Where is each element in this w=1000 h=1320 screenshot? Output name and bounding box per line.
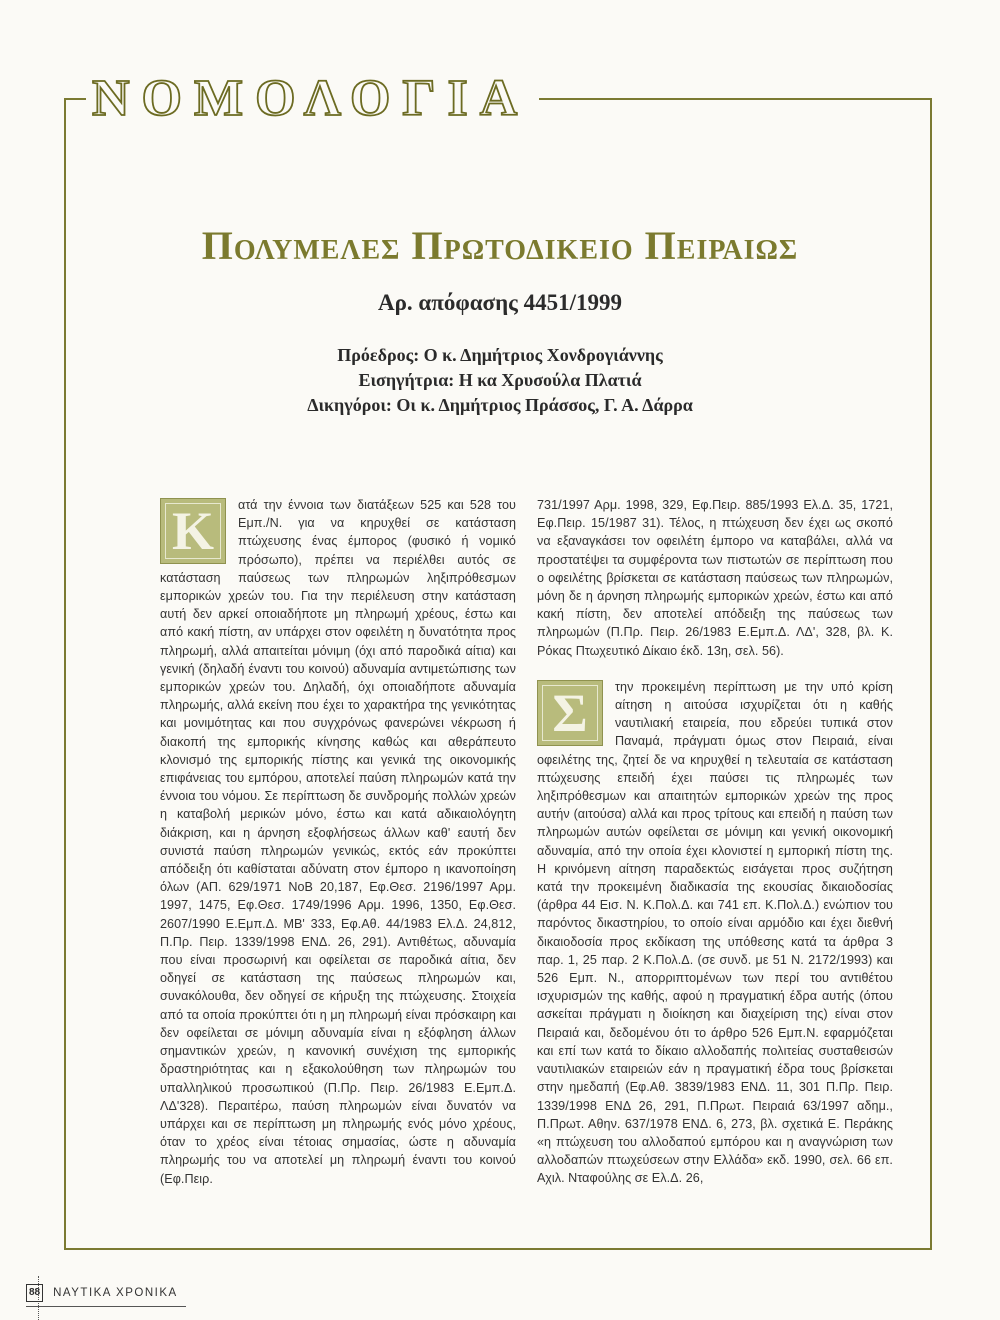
drop-cap-sigma xyxy=(537,680,603,746)
right-column xyxy=(537,496,893,1206)
rapporteur-line: Εισηγήτρια: Η κα Χρυσούλα Πλατιά xyxy=(358,370,642,390)
paragraph-3 xyxy=(537,678,893,1188)
drop-cap-letter: Σ xyxy=(552,682,588,743)
lawyers-line: Δικηγόροι: Οι κ. Δημήτριος Πράσσος, Γ. Α. Δάρρα xyxy=(307,395,693,415)
paragraph-2: 731/1997 Αρμ. 1998, 329, Εφ.Πειρ. 885/1993 Ελ.Δ. 35, 1721, Εφ.Πειρ. 15/1987 31). Τέλος, η πτώχευση δεν έχει ως σκοπό να εξαναγκάσει τον οφειλέτη έμπορο να καταβάλει, αλλά να προστατέψει τα συμφέροντα των πιστωτών σε περίπτωση που ο οφειλέτης βρίσκεται σε κατάσταση παύσεως των πληρωμών, μόνη δε η άρνηση πληρωμής εμπορικών χρεών, έστω και από κακή πίστη, δεν αποτελεί απόδειξη της παύσεως των πληρωμών (Π.Πρ. Πειρ. 26/1983 Ε.Εμπ.Δ. ΛΔ', 328, βλ. Κ. Ρόκας Πτωχευτικό Δίκαιο έκδ. 13η, σελ. 56). xyxy=(537,498,893,658)
footer-rule xyxy=(26,1306,186,1307)
drop-cap-k xyxy=(160,498,226,564)
paragraph-1 xyxy=(160,496,516,1188)
president-line: Πρόεδρος: Ο κ. Δημήτριος Χονδρογιάννης xyxy=(337,345,663,365)
left-column xyxy=(160,496,516,1206)
paragraph-3-text: την προκειμένη περίπτωση με την υπό κρίση αίτηση η αιτούσα ισχυρίζεται ότι η καθής ναυτιλιακή εταιρεία, που εδρεύει τυπικά στον Παναμά, πράγματι όμως στον Πειραιά, είναι οφειλέτης της, ζητεί δε να κηρυχθεί η τελευταία σε κατάσταση πτώχευσης επειδή έχει παύσει τις πληρωμές των ληξιπρόθεσμων και απαιτητών εμπορικών χρεών της προς αυτήν (αιτούσα) αλλά και προς τρίτους και επειδή η παύση των πληρωμών αυτών οφείλεται σε μόνιμη και γενική οικονομική αδυναμία, από την οποία έχει κλονιστεί η εμπορική πίστη της. Η κρινόμενη αίτηση παραδεκτώς εισάγεται προς συζήτηση κατά την προκειμένη διαδικασία της εκουσίας δικαιοδοσίας (άρθρα 44 Εισ. Ν. Κ.Πολ.Δ. και 741 επ. Κ.Πολ.Δ.) ενώπιον του παρόντος δικαστηρίου, το οποίο είναι αρμόδιο και έχει διεθνή δικαιοδοσία προς εκδίκαση της υπόθεσης κατά τα άρθρα 3 παρ. 1, 25 παρ. 2 Κ.Πολ.Δ. (σε συνδ. με 51 Ν. 2172/1993) και 526 Εμπ. Ν., απορριπτομένων των περί του αντιθέτου ισχυρισμών της καθής, αφού η πραγματική έδρα αυτής (όπου ασκείται πράγματι η διοίκηση και διαχείριση της) είναι στον Πειραιά και, δεδομένου ότι το άρθρο 526 Εμπ.Ν. εφαρμόζεται και επί των κατά το δίκαιο αλλοδαπής πολιτείας συσταθεισών ναυτιλιακών εταιρειών εάν η πραγματική έδρα τους βρίσκεται στην ημεδαπή (Εφ.Αθ. 3839/1983 ΕΝΔ. 11, 301 Π.Πρ. Πειρ. 1339/1998 ΕΝΔ 26, 291, Π.Πρωτ. Πειραιά 63/1997 αδημ., Π.Πρωτ. Αθην. 637/1978 ΕΝΔ. 6, 273, βλ. σχετικά Ε. Περάκης «η πτώχευση του αλλοδαπού εμπόρου και η αναγνώριση των αλλοδαπών πτωχεύσεων στην Ελλάδα» εκδ. 1990, σελ. 66 επ. Αχιλ. Νταφούλης σε Ελ.Δ. 26, xyxy=(537,679,893,1186)
magazine-name: ΝΑΥΤΙΚΑ ΧΡΟΝΙΚΑ xyxy=(53,1287,178,1299)
page-number: 88 xyxy=(26,1284,43,1302)
parties-block xyxy=(0,343,1000,418)
decision-number: Αρ. απόφασης 4451/1999 xyxy=(378,290,622,315)
section-title: ΝΟΜΟΛΟΓΙΑ xyxy=(86,70,539,128)
paragraph-1-text: ατά την έννοια των διατάξεων 525 και 528 του Εμπ./Ν. για να κηρυχθεί σε κατάσταση πτώχευσης ένας έμπορος (φυσικό ή νομικό πρόσωπο), πρέπει να περιέλθει αυτός σε κατάσταση παύσεως των πληρωμών ληξιπρόθεσμων εμπορικών χρεών του. Για την περιέλευση στην κατάσταση αυτή δεν αρκεί οποιαδήποτε μη πληρωμή χρέους, έστω και από κακή πίστη, αν υπάρχει στον οφειλέτη η δυνατότητα προς πληρωμή, αλλά απαιτείται μόνιμη (όχι από παροδικά αίτια) και γενική (δηλαδή έναντι του κοινού) αδυναμία αντιμετώπισης των εμπορικών χρεών του. Δηλαδή, όχι οποιαδήποτε αδυναμία πληρωμής, αλλά εκείνη που έχει το χαρακτήρα της γενικότητας και μονιμότητας και που συγχρόνως φανερώνει νέκρωση ή διακοπή της εμπορικής κίνησης καθώς και αθεράπευτο κλονισμό της εμπορικής πίστης και γενικά της οικονομικής επιφάνειας του εμπόρου, αποτελεί παύση πληρωμών κατά την έννοια του νόμου. Σε περίπτωση δε συνδρομής πολλών χρεών η καταβολή μερικών μόνο, έστω και κατά αδικαιολόγητη διάκριση, και η άρνηση εξοφλήσεως άλλων καθ' εαυτή δεν συνιστά παύση πληρωμών γενικώς, εκτός εάν προκύπτει απόδειξη ότι καθίσταται αδύνατη στον έμπορο η ικανοποίηση όλων (ΑΠ. 629/1971 ΝοΒ 20,187, Εφ.Θεσ. 2196/1997 Αρμ. 1997, 1475, Εφ.Θεσ. 1749/1996 Αρμ. 1996, 1350, Εφ.Θεσ. 2607/1990 Ε.Εμπ.Δ. ΜΒ' 333, Εφ.Αθ. 44/1983 Ελ.Δ. 24,812, Π.Πρ. Πειρ. 1339/1998 ΕΝΔ. 26, 291). Αντιθέτως, αδυναμία που είναι προσωρινή και οφείλεται σε παροδικά αίτια, δεν οδηγεί σε κατάσταση της παύσεως πληρωμών και, συνακόλουθα, δεν οδηγεί σε κήρυξη της πτώχευσης. Στοιχεία από τα οποία προκύπτει ότι η μη πληρωμή είναι πρόσκαιρη και δεν οφείλεται σε μόνιμη αδυναμία είναι η εξόφληση άλλων σημαντικών χρεών, η κανονική συνέχιση της εμπορικής δραστηριότητας και η εξακολούθηση των πληρωμών του υπαλληλικού προσωπικού (Π.Πρ. Πειρ. 26/1983 Ε.Εμπ.Δ. ΛΔ'328). Περαιτέρω, παύση πληρωμών είναι δυνατόν να υπάρχει και σε περίπτωση μη πληρωμής ενός μόνο χρέους, όταν το χρέος είναι τέτοιας σημασίας, ώστε η αδυναμία πληρωμής του να αποτελεί μη πληρωμή έναντι του κοινού (Εφ.Πειρ. xyxy=(160,498,516,1186)
footer xyxy=(26,1283,178,1303)
drop-cap-letter: Κ xyxy=(171,501,215,561)
court-title: Πολυμελες Πρωτοδικειο Πειραιως xyxy=(201,223,799,268)
